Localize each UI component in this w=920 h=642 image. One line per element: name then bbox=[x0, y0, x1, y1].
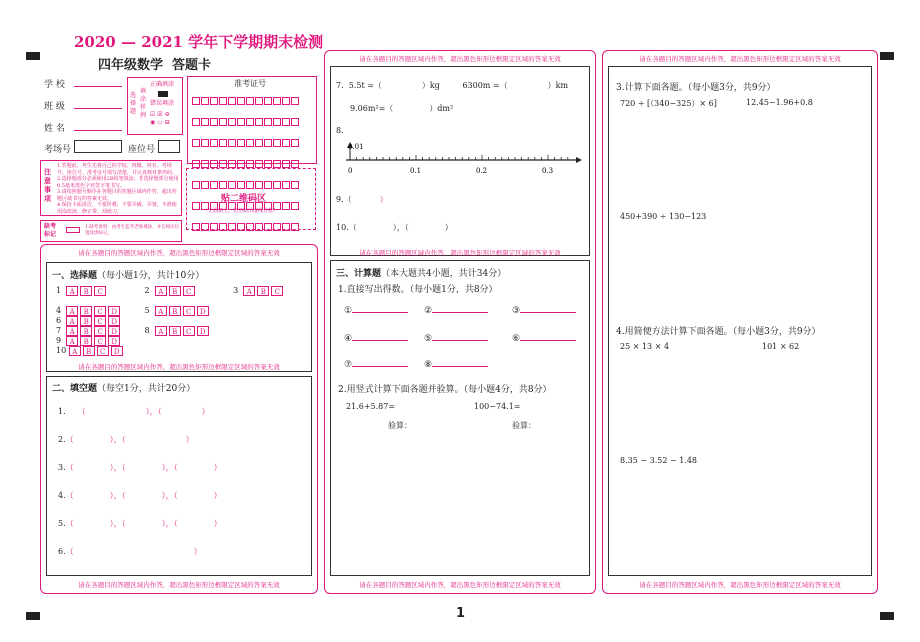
correct-fill-label: 正确填涂 bbox=[150, 81, 175, 88]
notice-mid-left: 请在各题目的答题区域内作答，超出黑色矩形边框限定区域的答案无效 bbox=[78, 363, 280, 371]
calc-blank-8[interactable]: ⑧ bbox=[424, 360, 488, 370]
mc-row-3: 7 A B C D 8 A B C D 9 A B C D bbox=[56, 326, 312, 346]
part4-expr-3: 8.35 − 3.52 − 1.48 bbox=[620, 456, 698, 465]
page-number: 1 bbox=[456, 606, 466, 621]
attention-text: 1.答题前，考生先将自己的学校、班级、姓名、考场号、座位号、准考证号填写清楚，并认真核对条形码。 2.选择题部分必须使用2B铅笔填涂；非选择题部分使用0.5毫米黑色字迹签字笔书写。 3.请按照题号顺序在各题目的答题区域内作答，超出答题区域书写的答案无效。 4.保持卡面清洁，不要折叠、不要弄破、弄皱，不准使用涂改液、修正带、刮纸刀。 bbox=[57, 163, 179, 215]
class-field[interactable] bbox=[74, 108, 122, 109]
subject-title: 四年级数学 bbox=[98, 58, 164, 73]
numberline-label-3: 0.3 bbox=[542, 167, 554, 175]
fill-row-2[interactable]: 2.（ ），（ ） bbox=[58, 435, 194, 444]
section3-title: 三、计算题（本大题共4小题，共计34分） bbox=[336, 269, 507, 279]
section2-title: 二、填空题（每空1分，共计20分） bbox=[52, 384, 196, 394]
calc-blank-4[interactable]: ④ bbox=[344, 334, 408, 344]
right-box bbox=[608, 66, 872, 576]
absent-text: 1.缺考说明：由考生监考老师填涂，并在相应位置涂黑标记。 bbox=[85, 225, 180, 236]
class-label: 班 级 bbox=[44, 102, 65, 112]
numberline-mark-label: 0.01 bbox=[348, 143, 364, 151]
exam-title: 2020 — 2021 学年下学期期末检测 bbox=[74, 33, 324, 51]
calc-blank-1[interactable]: ① bbox=[344, 306, 408, 316]
section1-title: 一、选择题（每小题1分，共计10分） bbox=[52, 271, 205, 281]
corner-mark-tr bbox=[880, 52, 894, 60]
room-label: 考场号 bbox=[44, 145, 72, 155]
fill-row-1[interactable]: 1. （ ），（ ） bbox=[58, 407, 210, 416]
notice-mid-mid: 请在各题目的答题区域内作答，超出黑色矩形边框限定区域的答案无效 bbox=[359, 249, 561, 257]
notice-bottom-mid: 请在各题目的答题区域内作答，超出黑色矩形边框限定区域的答案无效 bbox=[359, 581, 561, 589]
part4-title: 4.用简便方法计算下面各题。（每小题3分，共9分） bbox=[616, 327, 821, 337]
check-label-2: 验算： bbox=[512, 421, 536, 430]
exam-id-box bbox=[187, 76, 317, 164]
fill-row-3[interactable]: 3.（ ），（ ），（ ） bbox=[58, 463, 222, 472]
q7-line-2[interactable]: 9.06m²=（ ）dm² bbox=[350, 104, 454, 113]
corner-mark-tl bbox=[26, 52, 40, 60]
numberline-label-0: 0 bbox=[348, 167, 353, 175]
absent-box bbox=[40, 220, 182, 242]
exam-id-label: 准考证号 bbox=[234, 79, 266, 88]
corner-mark-bl bbox=[26, 612, 40, 620]
vertical-calc-2: 100−74.1= bbox=[474, 402, 521, 411]
fill-side-label2: 填涂样例 bbox=[140, 88, 147, 119]
seat-label: 座位号 bbox=[128, 145, 156, 155]
mc-row-2: 4 A B C D 5 A B C D 6 A B C D bbox=[56, 306, 312, 326]
part3-expr-2: 12.45−1.96+0.8 bbox=[746, 98, 813, 107]
calc-blank-2[interactable]: ② bbox=[424, 306, 488, 316]
school-field[interactable] bbox=[74, 86, 122, 87]
q7-line-1[interactable]: 7. 5.5t =（ ）kg 6300m =（ ）km bbox=[336, 81, 569, 90]
school-label: 学 校 bbox=[44, 80, 65, 90]
corner-mark-br bbox=[880, 612, 894, 620]
name-label: 姓 名 bbox=[44, 124, 65, 134]
numberline-label-1: 0.1 bbox=[410, 167, 422, 175]
correct-fill-sample bbox=[158, 91, 168, 97]
fill-row-6[interactable]: 6.（ ） bbox=[58, 547, 202, 556]
notice-top-left: 请在各题目的答题区域内作答，超出黑色矩形边框限定区域的答案无效 bbox=[78, 249, 280, 257]
barcode-area bbox=[186, 168, 316, 230]
notice-bottom-right: 请在各题目的答题区域内作答，超出黑色矩形边框限定区域的答案无效 bbox=[639, 581, 841, 589]
notice-top-mid: 请在各题目的答题区域内作答，超出黑色矩形边框限定区域的答案无效 bbox=[359, 55, 561, 63]
numberline-label-2: 0.2 bbox=[476, 167, 488, 175]
calc-blank-6[interactable]: ⑥ bbox=[512, 334, 576, 344]
section3-part2: 2.用竖式计算下面各题并验算。（每小题4分，共8分） bbox=[338, 385, 552, 395]
mc-row-4: 10 A B C D bbox=[56, 346, 125, 356]
seat-field[interactable] bbox=[158, 140, 180, 153]
absent-checkbox[interactable] bbox=[66, 227, 80, 233]
q8-label: 8. bbox=[336, 126, 344, 135]
part3-title: 3.计算下面各题。（每小题3分，共9分） bbox=[616, 83, 776, 93]
q9-line[interactable]: 9.（ ） bbox=[336, 195, 388, 204]
fill-row-4[interactable]: 4.（ ），（ ），（ ） bbox=[58, 491, 222, 500]
mc-row-1: 1 A B C 2 A B C 3 A B C bbox=[56, 286, 306, 296]
notice-bottom-left: 请在各题目的答题区域内作答，超出黑色矩形边框限定区域的答案无效 bbox=[78, 581, 280, 589]
calc-blank-3[interactable]: ③ bbox=[512, 306, 576, 316]
section3-part1: 1.直接写出得数。（每小题1分，共8分） bbox=[338, 285, 498, 295]
part3-expr-1: 720 ÷ [（340−325）× 6] bbox=[620, 99, 717, 108]
fill-side-label: 选择题 bbox=[130, 92, 137, 115]
name-field[interactable] bbox=[74, 130, 122, 131]
card-title: 答题卡 bbox=[172, 58, 212, 73]
absent-label: 缺考标记 bbox=[44, 223, 57, 238]
number-line bbox=[336, 140, 586, 176]
fill-example-box bbox=[127, 77, 183, 135]
part4-expr-2: 101 × 62 bbox=[762, 342, 800, 351]
wrong-fill-label: 错误填涂 bbox=[150, 100, 175, 107]
calc-blank-7[interactable]: ⑦ bbox=[344, 360, 408, 370]
barcode-title: 贴二维码区 bbox=[221, 194, 267, 204]
calc-blank-5[interactable]: ⑤ bbox=[424, 334, 488, 344]
check-label-1: 验算： bbox=[388, 421, 412, 430]
notice-top-right: 请在各题目的答题区域内作答，超出黑色矩形边框限定区域的答案无效 bbox=[639, 55, 841, 63]
room-field[interactable] bbox=[74, 140, 122, 153]
wrong-fill-samples: ☑ ☒ ⊖ ◉ ▭ ⊟ bbox=[150, 111, 170, 126]
attention-box bbox=[40, 160, 182, 216]
attention-label: 注意事项 bbox=[44, 167, 51, 203]
part4-expr-1: 25 × 13 × 4 bbox=[620, 342, 670, 351]
q10-line[interactable]: 10.（ ），（ ） bbox=[336, 223, 453, 232]
part3-expr-3: 450+390 ÷ 130−123 bbox=[620, 212, 707, 221]
fill-row-5[interactable]: 5.（ ），（ ），（ ） bbox=[58, 519, 222, 528]
barcode-sub: （正面朝上，切勿贴出虚线方框） bbox=[203, 208, 279, 214]
vertical-calc-1: 21.6+5.87= bbox=[346, 402, 396, 411]
